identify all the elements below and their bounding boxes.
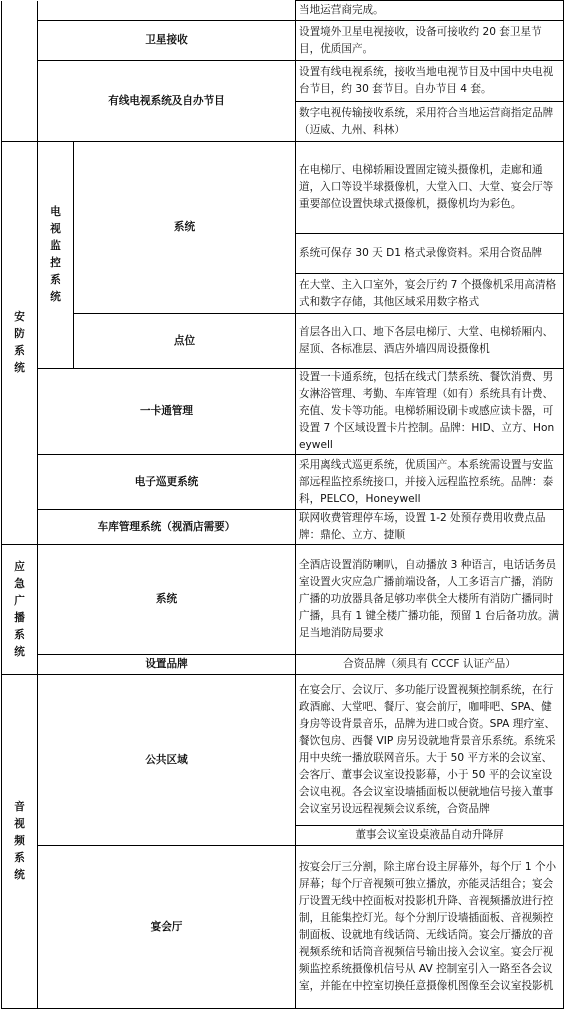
emergency-system-row [2,545,564,655]
continuation-cell: 当地运营商完成。 [296,1,564,21]
continuation-row [2,1,564,21]
patrol-label: 电子巡更系统 [38,455,296,510]
card-desc: 设置一卡通系统，包括在线式门禁系统、餐饮消费、男女淋浴管理、考勤、车库管理（如有）系统具有计费、充值、发卡等功能。电梯轿厢设刷卡或感应读卡器，可设置 7 个区域设置卡片控制。品牌：HID、立方、Honeywell [296,369,564,455]
emergency-brand-row [2,655,564,675]
av-public-label: 公共区域 [38,675,296,846]
satellite-label: 卫星接收 [38,21,296,61]
satellite-desc: 设置境外卫星电视接收，设备可接收约 20 套卫星节目，优质国产。 [296,21,564,61]
av-banquet-row [2,846,564,1009]
av-label: 音 视 频 系 统 [2,675,38,1009]
cctv-system-label: 系统 [74,142,296,314]
cctv-system-desc-2: 系统可保存 30 天 D1 格式录像资料。采用合资品牌 [296,234,564,274]
garage-desc: 联网收费管理停车场，设置 1-2 处预存费用收费点品牌：鼎伦、立方、捷顺 [296,510,564,545]
cctv-point-desc: 首层各出入口、地下各层电梯厅、大堂、电梯轿厢内、屋顶、各标准层、酒店外墙四周设摄像机 [296,314,564,369]
av-banquet-desc: 按宴会厅三分割，除主席台设主屏幕外，每个厅 1 个小屏幕；每个厅音视频可独立播放，亦能灵活组合；宴会厅设置无线中控面板对投影机升降、音视频播放进行控制，且能集控灯光。每个分割厅设墙插面板、音视频控制面板、设就地有线话筒、无线话筒。宴会厅播放的音视频系统和话筒音视频信号输出接入会议室。宴会厅视频监控系统摄像机信号从 AV 控制室引入一路至各会议室，并能在中控室切换任意摄像机图像至会议室投影机 [296,846,564,1009]
emergency-label: 应 急 广 播 系 统 [2,545,38,675]
emergency-system-desc: 全酒店设置消防喇叭，自动播放 3 种语言，电话话务员室设置火灾应急广播前端设备，人工多语言广播，消防广播的功放器具备足够功率供全大楼所有消防广播同时广播，具有 1 键全楼广播功能，预留 1 台后备功放。满足当地消防局要求 [296,545,564,655]
continuation-blank-2 [38,1,296,21]
cctv-label: 电 视 监 控 系 统 [38,142,74,369]
card-row [2,369,564,455]
spec-table [1,0,564,1009]
catv-label: 有线电视系统及自办节目 [38,61,296,142]
blank-cell [2,21,38,61]
emergency-brand-label: 设置品牌 [38,655,296,675]
security-label: 安 防 系 统 [2,142,38,545]
emergency-brand-desc: 合资品牌（须具有 CCCF 认证产品） [296,655,564,675]
catv-row-1 [2,61,564,102]
cctv-system-desc-3: 在大堂、主入口室外，宴会厅约 7 个摄像机采用高清格式和数字存储，其他区域采用数字格式 [296,274,564,314]
card-label: 一卡通管理 [38,369,296,455]
av-public-desc-2: 董事会议室设桌液晶自动升降屏 [296,826,564,846]
catv-desc-1: 设置有线电视系统，接收当地电视节目及中国中央电视台节目，约 30 套节目。自办节目 4 套。 [296,61,564,102]
blank-cell [2,61,38,142]
emergency-system-label: 系统 [38,545,296,655]
patrol-desc: 采用离线式巡更系统，优质国产。本系统需设置与安监部远程监控系统接口，并接入远程监控系统。品牌：泰科，PELCO，Honeywell [296,455,564,510]
satellite-row [2,21,564,61]
garage-label: 车库管理系统（视酒店需要） [38,510,296,545]
catv-desc-2: 数字电视传输接收系统，采用符合当地运营商指定品牌（迈威、九州、科林） [296,102,564,142]
cctv-point-row [2,314,564,369]
garage-row [2,510,564,545]
av-public-row-1 [2,675,564,826]
av-public-desc-1: 在宴会厅、会议厅、多功能厅设置视频控制系统，在行政酒廊、大堂吧、餐厅、宴会前厅，咖啡吧、SPA、健身房等设背景音乐，品牌为进口或合资。SPA 理疗室、餐饮包房、西餐 VIP 房另设就地背景音乐系统。系统采用中央统一播放联网音乐。大于 50 平方米的会议室、会客厅、董事会议室设投影幕，小于 50 平的会议室设会议电视。各会议室设墙插面板以便就地信号接入董事会议室另设远程视频会议系统，合资品牌 [296,675,564,826]
cctv-system-desc-1: 在电梯厅、电梯轿厢设置固定镜头摄像机，走廊和通道，入口等设半球摄像机，大堂入口、大堂、宴会厅等重要部位设置快球式摄像机，摄像机均为彩色。 [296,142,564,234]
continuation-blank [2,1,38,21]
av-banquet-label: 宴会厅 [38,846,296,1009]
patrol-row [2,455,564,510]
cctv-point-label: 点位 [74,314,296,369]
cctv-system-row-1 [2,142,564,234]
